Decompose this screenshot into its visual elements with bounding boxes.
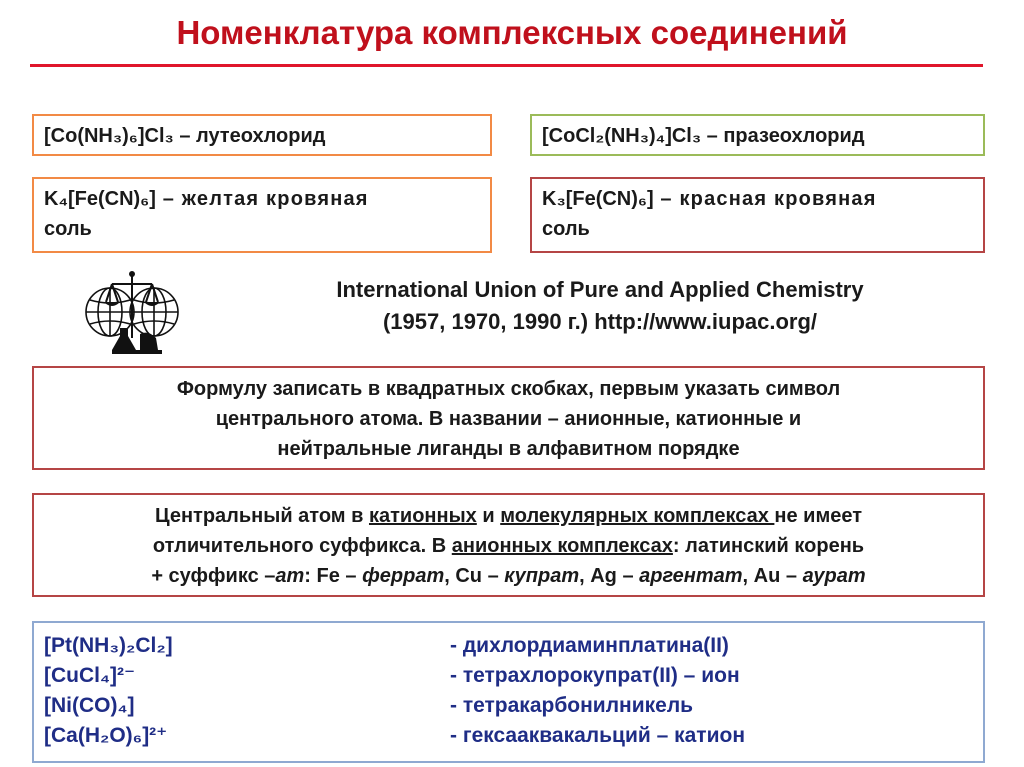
box-yellow-line2: соль (44, 218, 92, 240)
rule2-text: и (476, 505, 501, 527)
example-name: - гексааквакальций – катион (450, 724, 746, 747)
rule2-ferrate: феррат (362, 565, 445, 587)
rule1-line2: центрального атома. В названии – анионные, катионные и (215, 408, 802, 430)
rule2-suffix: ат (275, 565, 305, 587)
rule2-text: Центральный атом в (154, 505, 369, 527)
page-title: Номенклатура комплексных соединений (176, 14, 848, 51)
box-yellow-formula: K₄[Fe(CN)₆] (44, 188, 156, 210)
box-luteochloride-name: – лутеохлорид (173, 125, 326, 147)
iupac-line2: (1957, 1970, 1990 г.) http://www.iupac.org/ (382, 309, 818, 334)
examples-box (32, 621, 985, 763)
rule2-molecular: молекулярных комплексах (500, 505, 775, 527)
example-formula: [CuCl₄]²⁻ (44, 664, 136, 687)
rule2-text: , Au – (742, 565, 803, 587)
rule2-text: , Cu – (444, 565, 505, 587)
example-formula: [Pt(NH₃)₂Cl₂] (44, 634, 173, 657)
box-praseochloride-formula: [CoCl₂(NH₃)₄]Cl₃ (542, 125, 702, 147)
rule-box-suffix (32, 493, 985, 597)
box-yellow-line1 (44, 184, 490, 214)
rule2-cuprate: купрат (504, 565, 580, 587)
rule2-text: : латинский корень (672, 535, 865, 557)
rule2-anionic: анионных комплексах (451, 535, 673, 557)
rule2-line3 (34, 561, 983, 591)
example-name: - тетракарбонилникель (450, 694, 694, 717)
rule2-text: + суффикс – (151, 565, 276, 587)
box-luteochloride-formula: [Co(NH₃)₆]Cl₃ (44, 125, 174, 147)
box-red-formula: K₃[Fe(CN)₆] (542, 188, 654, 210)
box-red-line1 (542, 184, 983, 214)
rule2-cationic: катионных (368, 505, 477, 527)
iupac-line1: International Union of Pure and Applied Chemistry (336, 277, 864, 302)
iupac-logo-icon (82, 268, 182, 356)
box-red-name: – красная кровяная (653, 188, 877, 210)
rule2-line2 (34, 531, 983, 561)
rule2-text: не имеет (774, 505, 863, 527)
example-formula: [Ca(H₂O)₆]²⁺ (44, 724, 168, 747)
rule1-line1: Формулу записать в квадратных скобках, первым указать символ (176, 378, 841, 400)
box-luteochloride (32, 114, 492, 156)
box-yellow-blood-salt (32, 177, 492, 253)
title-underline (30, 64, 983, 67)
box-red-line2: соль (542, 218, 590, 240)
rule-box-formula (32, 366, 985, 470)
rule2-aurate: аурат (802, 565, 866, 587)
box-praseochloride-name: – празеохлорид (701, 125, 865, 147)
example-name: - дихлордиаминплатина(II) (450, 634, 729, 657)
rule2-text: отличительного суффикса. В (152, 535, 452, 557)
iupac-caption (180, 274, 1020, 338)
example-name: - тетрахлорокупрат(II) – ион (450, 664, 740, 687)
rule2-text: : Fe – (304, 565, 363, 587)
rule2-argentate: аргентат (639, 565, 743, 587)
example-formula: [Ni(CO)₄] (44, 694, 135, 717)
box-praseochloride (530, 114, 985, 156)
rule2-text: , Ag – (579, 565, 640, 587)
rule2-line1 (34, 501, 983, 531)
box-yellow-name: – желтая кровяная (155, 188, 369, 210)
box-red-blood-salt (530, 177, 985, 253)
rule1-line3: нейтральные лиганды в алфавитном порядке (277, 438, 740, 460)
